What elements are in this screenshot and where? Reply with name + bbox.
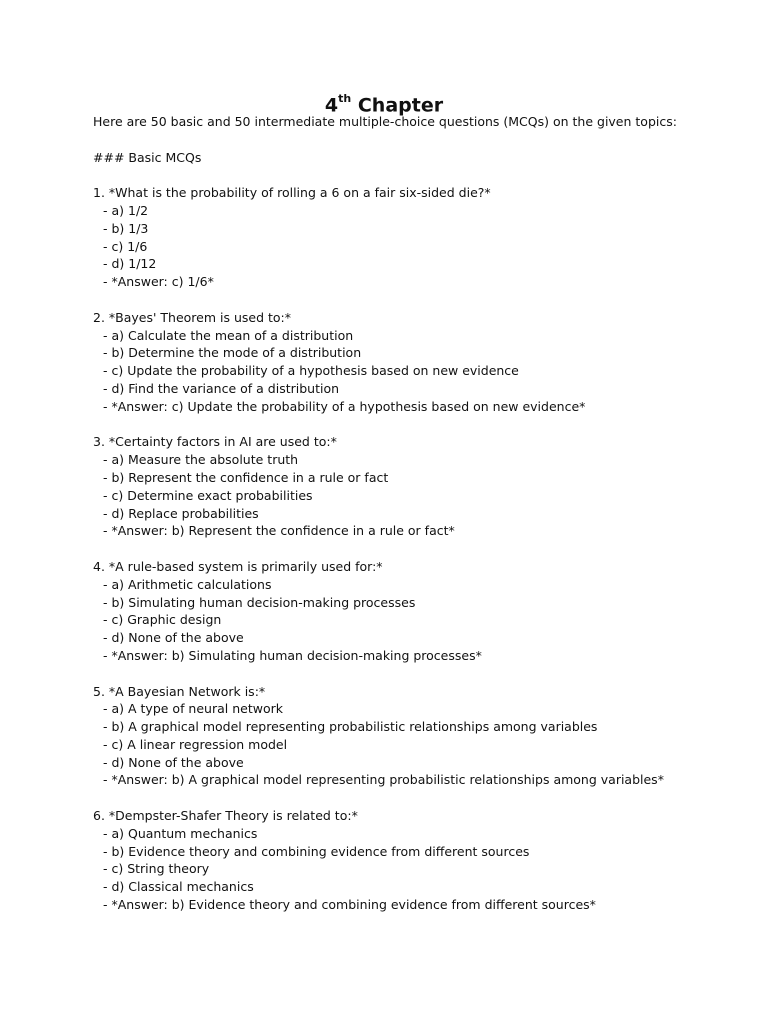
option: - b) Determine the mode of a distribution [103, 345, 362, 361]
question-text: 1. *What is the probability of rolling a 6 on a fair six-sided die?* [93, 185, 491, 201]
question-block [93, 184, 753, 291]
option: - d) None of the above [103, 630, 244, 646]
answer: - *Answer: b) Simulating human decision-making processes* [103, 647, 482, 663]
question-text: 2. *Bayes' Theorem is used to:* [93, 309, 291, 325]
question-block [93, 683, 753, 790]
option: - a) Measure the absolute truth [103, 452, 299, 468]
option: - c) String theory [103, 861, 210, 877]
option: - a) A type of neural network [103, 701, 283, 717]
question-block [93, 558, 753, 665]
option: - a) Calculate the mean of a distribution [103, 327, 354, 343]
option: - b) 1/3 [103, 220, 149, 236]
question-text: 3. *Certainty factors in AI are used to:* [93, 434, 337, 450]
question-block [93, 807, 753, 914]
option: - b) Represent the confidence in a rule or fact [103, 469, 389, 485]
answer: - *Answer: b) Evidence theory and combining evidence from different sources* [103, 897, 596, 913]
option: - c) 1/6 [103, 238, 148, 254]
title-number: 4 [324, 94, 339, 117]
option: - d) Classical mechanics [103, 879, 254, 895]
question-block [93, 309, 753, 416]
answer: - *Answer: b) A graphical model representing probabilistic relationships among variables* [103, 772, 664, 788]
question-text: 5. *A Bayesian Network is:* [93, 683, 266, 699]
question-text: 6. *Dempster-Shafer Theory is related to:* [93, 808, 358, 824]
question-block [93, 433, 753, 540]
document-body [93, 113, 753, 914]
title-suffix: th [338, 92, 352, 105]
option: - c) Determine exact probabilities [103, 487, 313, 503]
option: - b) Evidence theory and combining evidence from different sources [103, 843, 530, 859]
question-text: 4. *A rule-based system is primarily used for:* [93, 558, 383, 574]
title-word: Chapter [357, 94, 444, 117]
option: - c) Update the probability of a hypothesis based on new evidence [103, 363, 519, 379]
option: - c) Graphic design [103, 612, 222, 628]
option: - d) Replace probabilities [103, 505, 259, 521]
option: - a) Arithmetic calculations [103, 576, 272, 592]
option: - a) Quantum mechanics [103, 825, 258, 841]
option: - d) None of the above [103, 754, 244, 770]
answer: - *Answer: b) Represent the confidence in a rule or fact* [103, 523, 455, 539]
option: - b) Simulating human decision-making processes [103, 594, 416, 610]
option: - c) A linear regression model [103, 736, 288, 752]
answer: - *Answer: c) 1/6* [103, 274, 214, 290]
option: - b) A graphical model representing probabilistic relationships among variables [103, 719, 598, 735]
option: - d) Find the variance of a distribution [103, 380, 340, 396]
option: - a) 1/2 [103, 202, 149, 218]
option: - d) 1/12 [103, 256, 157, 272]
intro-text: Here are 50 basic and 50 intermediate multiple-choice questions (MCQs) on the given topics: [93, 114, 677, 129]
section-heading: ### Basic MCQs [93, 149, 202, 165]
answer: - *Answer: c) Update the probability of a hypothesis based on new evidence* [103, 398, 586, 414]
